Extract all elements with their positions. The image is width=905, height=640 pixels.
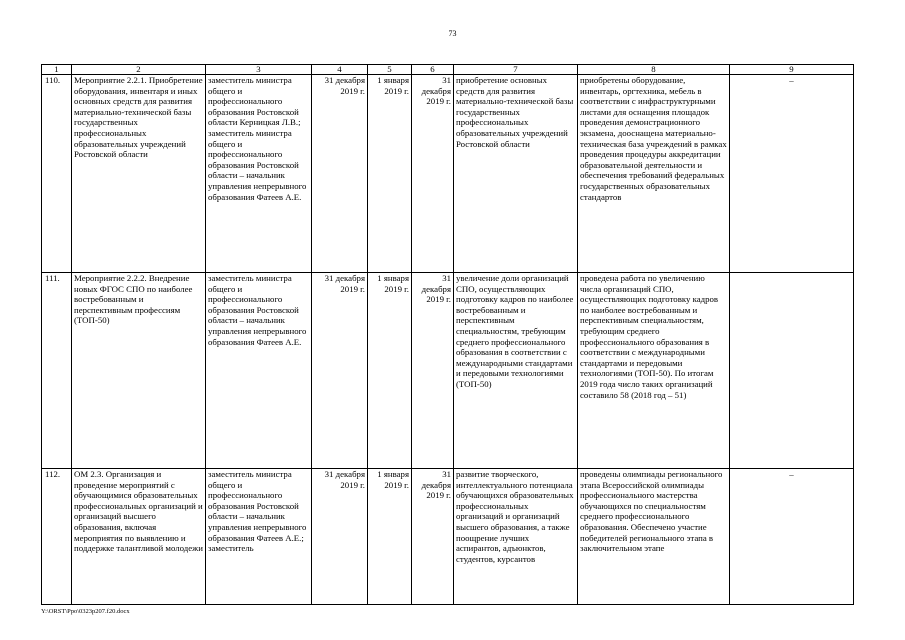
fact-end-cell: 31 декабря 2019 г. xyxy=(412,469,454,605)
reasons-cell: – xyxy=(730,469,854,605)
row-number: 111. xyxy=(42,273,72,469)
responsible-cell: заместитель министра общего и профессионального образования Ростовской области – начальник управления непрерывного образования Фатеев А.Е.; заместитель xyxy=(206,469,312,605)
event-cell: Мероприятие 2.2.2. Внедрение новых ФГОС СПО по наиболее востребованным и перспективным профессиям (ТОП-50) xyxy=(72,273,206,469)
page-number: 73 xyxy=(448,29,457,38)
reasons-cell xyxy=(730,273,854,469)
plan-end-cell: 31 декабря 2019 г. xyxy=(312,273,368,469)
table-row xyxy=(42,75,854,273)
responsible-cell: заместитель министра общего и профессионального образования Ростовской области – начальник управления непрерывного образования Фатеев А.Е. xyxy=(206,273,312,469)
column-number: 7 xyxy=(454,65,578,75)
column-number: 8 xyxy=(578,65,730,75)
event-cell: ОМ 2.3. Организация и проведение мероприятий с обучающимися образовательных профессиональных организаций и организаций высшего образования, включая мероприятия по выявлению и поддержке талантливой молодежи xyxy=(72,469,206,605)
event-cell: Мероприятие 2.2.1. Приобретение оборудования, инвентаря и иных основных средств для развития материально-технической базы государственных профессиональных образовательных учреждений Ростовской области xyxy=(72,75,206,273)
expected-result-cell: увеличение доли организаций СПО, осуществляющих подготовку кадров по наиболее востребованным и перспективным специальностям, требующим среднего профессионального образования в соответствии с международными стандартами и передовыми технологиями (ТОП-50) xyxy=(454,273,578,469)
reasons-cell: – xyxy=(730,75,854,273)
report-table xyxy=(41,64,854,605)
column-number: 1 xyxy=(42,65,72,75)
column-number: 5 xyxy=(368,65,412,75)
row-number: 112. xyxy=(42,469,72,605)
responsible-cell: заместитель министра общего и профессионального образования Ростовской области Керницкая Л.В.; заместитель министра общего и профессионального образования Ростовской области – начальник управления непрерывного образования Фатеев А.Е. xyxy=(206,75,312,273)
plan-end-cell: 31 декабря 2019 г. xyxy=(312,469,368,605)
fact-start-cell: 1 января 2019 г. xyxy=(368,75,412,273)
fact-end-cell: 31 декабря 2019 г. xyxy=(412,75,454,273)
achieved-result-cell: приобретены оборудование, инвентарь, оргтехника, мебель в соответствии с инфраструктурными листами для оснащения площадок проведения демонстрационного экзамена, дооснащена материально-техническая база учреждений в рамках проведения процедуры аккредитации образовательной деятельности и обеспечения требований федеральных государственных образовательных стандартов xyxy=(578,75,730,273)
column-number: 9 xyxy=(730,65,854,75)
row-number: 110. xyxy=(42,75,72,273)
column-number: 2 xyxy=(72,65,206,75)
fact-start-cell: 1 января 2019 г. xyxy=(368,273,412,469)
achieved-result-cell: проведена работа по увеличению числа организаций СПО, осуществляющих подготовку кадров по наиболее востребованным и перспективным специальностям, требующим среднего профессионального образования в соответствии с международными стандартами и передовыми технологиями (ТОП-50). По итогам 2019 года число таких организаций составило 58 (2018 год – 51) xyxy=(578,273,730,469)
column-number: 4 xyxy=(312,65,368,75)
expected-result-cell: развитие творческого, интеллектуального потенциала обучающихся образовательных профессиональных организаций и организаций высшего образования, а также поощрение лучших аспирантов, адъюнктов, студентов, курсантов xyxy=(454,469,578,605)
plan-end-cell: 31 декабря 2019 г. xyxy=(312,75,368,273)
expected-result-cell: приобретение основных средств для развития материально-технической базы государственных профессиональных образовательных учреждений Ростовской области xyxy=(454,75,578,273)
fact-end-cell: 31 декабря 2019 г. xyxy=(412,273,454,469)
fact-start-cell: 1 января 2019 г. xyxy=(368,469,412,605)
column-number: 6 xyxy=(412,65,454,75)
column-number: 3 xyxy=(206,65,312,75)
column-number-row xyxy=(42,65,854,75)
table-row xyxy=(42,273,854,469)
table-row xyxy=(42,469,854,605)
achieved-result-cell: проведены олимпиады регионального этапа Всероссийской олимпиады профессионального мастерства обучающихся по специальностям среднего профессионального образования. Обеспечено участие победителей регионального этапа в заключительном этапе xyxy=(578,469,730,605)
document-path-footer: Y:\ORST\Ppo\0323p207.f20.docx xyxy=(41,608,130,615)
